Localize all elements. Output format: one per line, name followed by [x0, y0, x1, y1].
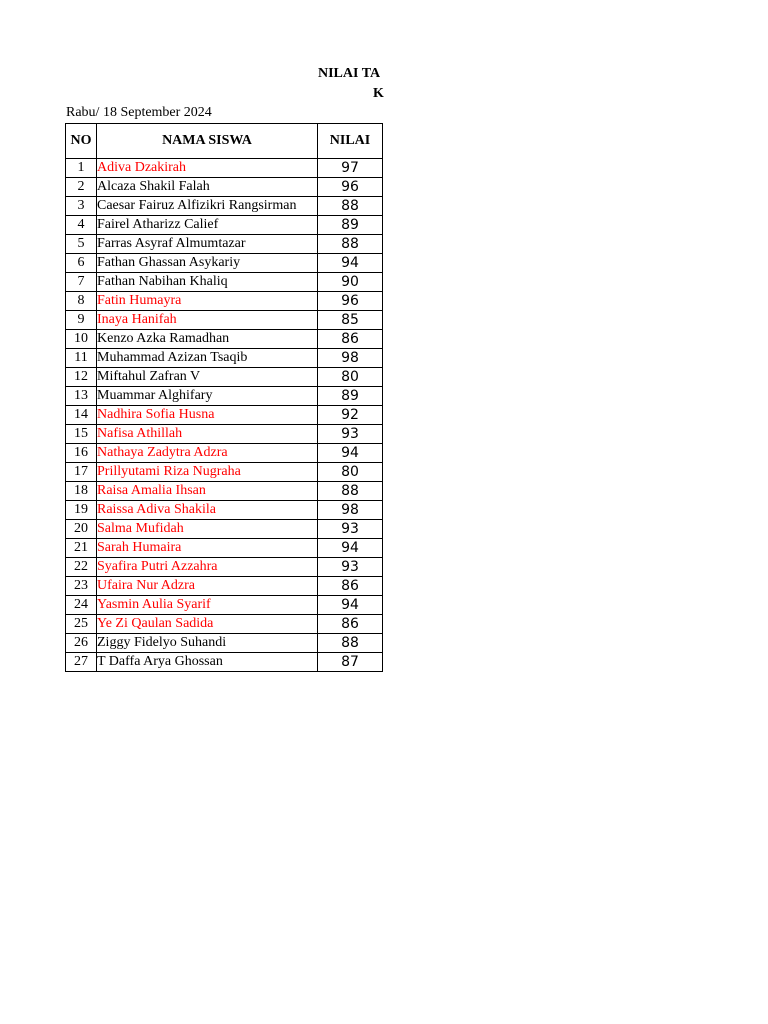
row-number-cell: 19 — [66, 501, 97, 520]
score-cell: 96 — [318, 292, 383, 311]
score-cell: 88 — [318, 197, 383, 216]
table-row — [66, 159, 383, 178]
row-number-cell: 25 — [66, 615, 97, 634]
score-cell: 86 — [318, 577, 383, 596]
student-name-cell: Nadhira Sofia Husna — [97, 406, 318, 425]
score-cell: 89 — [318, 387, 383, 406]
table-row — [66, 520, 383, 539]
score-cell: 92 — [318, 406, 383, 425]
table-row — [66, 539, 383, 558]
score-cell: 98 — [318, 349, 383, 368]
table-header-row — [66, 124, 383, 159]
student-name-cell: Fathan Ghassan Asykariy — [97, 254, 318, 273]
row-number-cell: 22 — [66, 558, 97, 577]
table-row — [66, 558, 383, 577]
row-number-cell: 20 — [66, 520, 97, 539]
table-row — [66, 292, 383, 311]
score-cell: 97 — [318, 159, 383, 178]
score-cell: 88 — [318, 235, 383, 254]
row-number-cell: 24 — [66, 596, 97, 615]
row-number-cell: 11 — [66, 349, 97, 368]
row-number-cell: 2 — [66, 178, 97, 197]
table-row — [66, 387, 383, 406]
row-number-cell: 9 — [66, 311, 97, 330]
score-cell: 93 — [318, 558, 383, 577]
student-name-cell: Raisa Amalia Ihsan — [97, 482, 318, 501]
student-name-cell: Caesar Fairuz Alfizikri Rangsirman — [97, 197, 318, 216]
row-number-cell: 12 — [66, 368, 97, 387]
column-header-name: NAMA SISWA — [97, 124, 318, 159]
table-row — [66, 634, 383, 653]
row-number-cell: 13 — [66, 387, 97, 406]
row-number-cell: 10 — [66, 330, 97, 349]
title-line-2: K — [373, 86, 384, 101]
row-number-cell: 6 — [66, 254, 97, 273]
row-number-cell: 7 — [66, 273, 97, 292]
student-name-cell: Ye Zi Qaulan Sadida — [97, 615, 318, 634]
student-name-cell: Nafisa Athillah — [97, 425, 318, 444]
student-name-cell: Alcaza Shakil Falah — [97, 178, 318, 197]
score-cell: 88 — [318, 634, 383, 653]
score-cell: 94 — [318, 539, 383, 558]
table-body — [66, 159, 383, 672]
student-name-cell: Fairel Atharizz Calief — [97, 216, 318, 235]
table-row — [66, 482, 383, 501]
student-name-cell: Inaya Hanifah — [97, 311, 318, 330]
row-number-cell: 15 — [66, 425, 97, 444]
student-name-cell: T Daffa Arya Ghossan — [97, 653, 318, 672]
table-row — [66, 501, 383, 520]
score-cell: 98 — [318, 501, 383, 520]
table-row — [66, 406, 383, 425]
student-name-cell: Sarah Humaira — [97, 539, 318, 558]
title-line-1: NILAI TA — [318, 66, 381, 81]
row-number-cell: 18 — [66, 482, 97, 501]
score-cell: 93 — [318, 520, 383, 539]
table-row — [66, 273, 383, 292]
table-row — [66, 368, 383, 387]
student-name-cell: Kenzo Azka Ramadhan — [97, 330, 318, 349]
student-name-cell: Syafira Putri Azzahra — [97, 558, 318, 577]
row-number-cell: 5 — [66, 235, 97, 254]
table-row — [66, 349, 383, 368]
row-number-cell: 23 — [66, 577, 97, 596]
student-name-cell: Ufaira Nur Adzra — [97, 577, 318, 596]
table-row — [66, 425, 383, 444]
row-number-cell: 1 — [66, 159, 97, 178]
row-number-cell: 16 — [66, 444, 97, 463]
score-cell: 80 — [318, 463, 383, 482]
row-number-cell: 17 — [66, 463, 97, 482]
table-row — [66, 235, 383, 254]
table-row — [66, 197, 383, 216]
student-name-cell: Fathan Nabihan Khaliq — [97, 273, 318, 292]
row-number-cell: 4 — [66, 216, 97, 235]
date-label: Rabu/ 18 September 2024 — [66, 105, 212, 120]
table-row — [66, 330, 383, 349]
score-cell: 93 — [318, 425, 383, 444]
row-number-cell: 27 — [66, 653, 97, 672]
score-cell: 94 — [318, 596, 383, 615]
student-name-cell: Prillyutami Riza Nugraha — [97, 463, 318, 482]
score-cell: 89 — [318, 216, 383, 235]
table-row — [66, 254, 383, 273]
row-number-cell: 8 — [66, 292, 97, 311]
student-name-cell: Farras Asyraf Almumtazar — [97, 235, 318, 254]
score-cell: 94 — [318, 254, 383, 273]
grade-table — [65, 123, 383, 672]
score-cell: 96 — [318, 178, 383, 197]
table-row — [66, 463, 383, 482]
column-header-score: NILAI — [318, 124, 383, 159]
row-number-cell: 3 — [66, 197, 97, 216]
student-name-cell: Muhammad Azizan Tsaqib — [97, 349, 318, 368]
score-cell: 86 — [318, 615, 383, 634]
row-number-cell: 21 — [66, 539, 97, 558]
score-cell: 87 — [318, 653, 383, 672]
student-name-cell: Miftahul Zafran V — [97, 368, 318, 387]
table-row — [66, 178, 383, 197]
student-name-cell: Salma Mufidah — [97, 520, 318, 539]
score-cell: 86 — [318, 330, 383, 349]
table-row — [66, 444, 383, 463]
table-row — [66, 311, 383, 330]
table-row — [66, 577, 383, 596]
student-name-cell: Nathaya Zadytra Adzra — [97, 444, 318, 463]
student-name-cell: Yasmin Aulia Syarif — [97, 596, 318, 615]
score-cell: 90 — [318, 273, 383, 292]
row-number-cell: 26 — [66, 634, 97, 653]
student-name-cell: Raissa Adiva Shakila — [97, 501, 318, 520]
column-header-no: NO — [66, 124, 97, 159]
score-cell: 88 — [318, 482, 383, 501]
student-name-cell: Muammar Alghifary — [97, 387, 318, 406]
table-row — [66, 615, 383, 634]
score-cell: 80 — [318, 368, 383, 387]
score-cell: 85 — [318, 311, 383, 330]
table-row — [66, 596, 383, 615]
student-name-cell: Fatin Humayra — [97, 292, 318, 311]
student-name-cell: Adiva Dzakirah — [97, 159, 318, 178]
table-row — [66, 216, 383, 235]
score-cell: 94 — [318, 444, 383, 463]
row-number-cell: 14 — [66, 406, 97, 425]
table-row — [66, 653, 383, 672]
student-name-cell: Ziggy Fidelyo Suhandi — [97, 634, 318, 653]
